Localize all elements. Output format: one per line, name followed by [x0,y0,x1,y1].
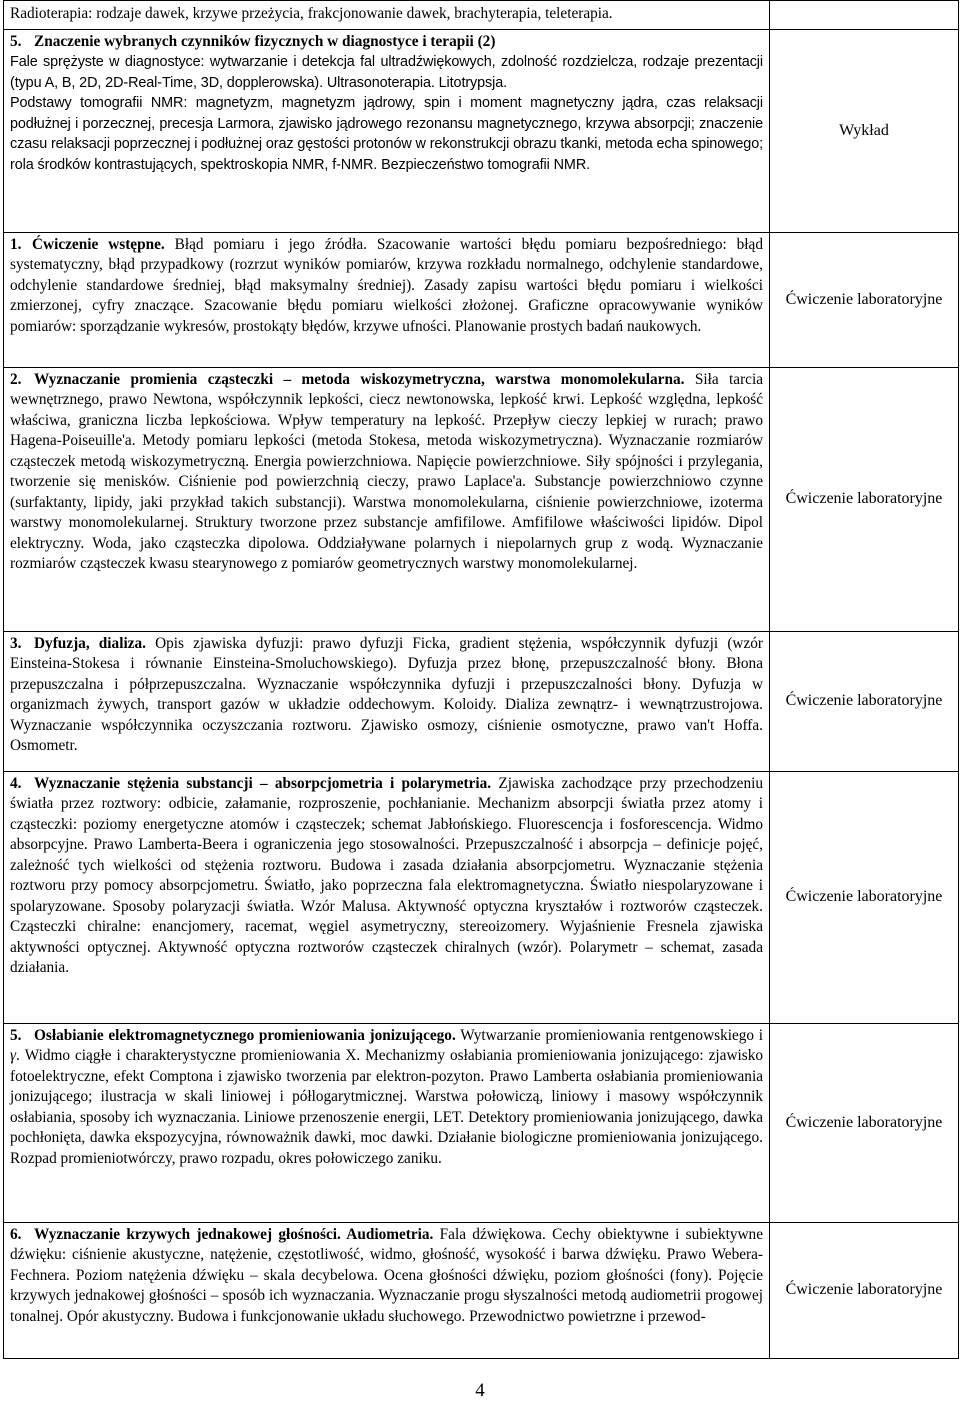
item-title: Wyznaczanie stężenia substancji – absorpcjometria i polarymetria. [34,774,492,792]
class-type: Ćwiczenie laboratoryjne [770,367,959,631]
item-number: 6. [10,1225,22,1243]
class-type: Ćwiczenie laboratoryjne [770,1023,959,1222]
item-number: 3. [10,634,22,652]
item-title: Osłabianie elektromagnetycznego promieniowania jonizującego. [34,1026,456,1044]
item-number: 5. [10,1026,22,1044]
class-type: Ćwiczenie laboratoryjne [770,1222,959,1358]
table-row [4,367,959,631]
item-text: Wytwarzanie promieniowania rentgenowskiego i [460,1026,763,1044]
page-number: 4 [475,1380,485,1401]
class-type: Ćwiczenie laboratoryjne [770,232,959,367]
topic-content [4,29,770,232]
table-row [4,1,959,30]
item-number: 4. [10,774,22,792]
item-number: 2. [10,370,22,388]
item-title: Dyfuzja, dializa. [34,634,146,652]
table-row [4,771,959,1023]
item-title: Wyznaczanie krzywych jednakowej głośności. Audiometria. [34,1225,434,1243]
class-type: Wykład [770,29,959,232]
topic-paragraph: Fale sprężyste w diagnostyce: wytwarzanie i detekcja fal ultradźwiękowych, zdolność rozdzielcza, rodzaje prezentacji (typu A, B, 2D, 2D-Real-Time, 3D, dopplerowska). Ultrasonoterapia. Litotrypsja. [10,54,763,91]
item-text: Fala dźwiękowa. Cechy obiektywne i subiektywne dźwięku: ciśnienie akustyczne, natężenie, częstotliwość, widmo, głośność, wysokość i barwa dźwięku. Prawo Webera-Fechnera. Poziom natężenia dźwięku – skala decybelowa. Ocena głośności dźwięku, poziom głośności (fony). Pojęcie krzywych jednakowej głośności – sposób ich wyznaczania. Wyznaczanie progu słyszalności metodą audiometrii progowej tonalnej. Opór akustyczny. Budowa i funkcjonowanie układu słuchowego. Przewodnictwo powietrzne i przewod- [10,1225,763,1325]
item-number: 1. [10,235,22,253]
item-title: Ćwiczenie wstępne. [32,235,165,253]
item-text: . Widmo ciągłe i charakterystyczne promieniowania X. Mechanizmy osłabiania promieniowania jonizującego: zjawisko fotoelektryczne, efekt Comptona i zjawisko tworzenia par elektron-pozyton. Prawo Lamberta osłabiania promieniowania jonizującego; ilustracja w skali liniowej i półlogarytmicznej. Warstwa połowiczą, liniowy i masowy współczynnik osłabiania, sposoby ich wyznaczania. Liniowe przenoszenie energii, LET. Detektory promieniowania jonizującego, dawka pochłonięta, dawka ekspozycyjna, równoważnik dawki, moc dawki. Działanie biologiczne promieniowania jonizującego. Rozpad promieniotwórczy, prawo rozpadu, okres połowiczego zaniku. [10,1047,763,1167]
topic-content [4,631,770,771]
topic-content [4,1,770,30]
topic-content [4,232,770,367]
table-row [4,29,959,232]
topic-content [4,1023,770,1222]
item-text: Zjawiska zachodzące przy przechodzeniu światła przez roztwory: odbicie, załamanie, rozproszenie, pochłanianie. Mechanizm absorpcji światła przez atomy i cząsteczki: poziomy energetyczne atomów i cząsteczek; schemat Jabłońskiego. Fluorescencja i fosforescencja. Widmo absorpcyjne. Prawo Lamberta-Beera i ograniczenia jego stosowalności. Przepuszczalność i absorpcja – definicje pojęć, zależność tych wielkości od stężenia roztworu. Budowa i zasada działania absorpcjometru. Wyznaczanie stężenia roztworu przy pomocy absorpcjometru. Światło, jako poprzeczna fala elektromagnetyczna. Światło niespolaryzowane i spolaryzowane. Sposoby polaryzacji światła. Wzór Malusa. Aktywność optyczna kryształów i roztworów cząsteczek. Cząsteczki chiralne: enancjomery, racemat, węgiel asymetryczny, stereoizomery. Wyjaśnienie Fresnela zjawiska aktywności optycznej. Aktywność optyczna roztworów cząsteczek chiralnych (wzór). Polarymetr – schemat, zasada działania. [10,774,763,976]
item-text: Błąd pomiaru i jego źródła. Szacowanie wartości błędu pomiaru bezpośredniego: błąd systematyczny, błąd przypadkowy (rozrzut wyników pomiarów, krzywa rozkładu normalnego, odchylenie standardowe, odchylenie standardowe średniej, błąd maksymalny średniej). Zasady zapisu wartości błędu pomiaru i wielkości zmierzonej, cyfry znaczące. Szacowanie błędu pomiaru wielkości złożonej. Graficzne opracowywanie wyników pomiarów: sporządzanie wykresów, prostokąty błędów, krzywe ufności. Planowanie prostych badań naukowych. [10,235,763,335]
class-type: Ćwiczenie laboratoryjne [770,771,959,1023]
topic-content [4,771,770,1023]
class-type: Ćwiczenie laboratoryjne [770,631,959,771]
table-row [4,631,959,771]
topic-text: Radioterapia: rodzaje dawek, krzywe przeżycia, frakcjonowanie dawek, brachyterapia, teleterapia. [10,5,613,22]
topic-content [4,1222,770,1358]
item-title: Wyznaczanie promienia cząsteczki – metoda wiskozymetryczna, warstwa monomolekularna. [34,370,685,388]
topic-content [4,367,770,631]
gamma-symbol: γ [10,1047,17,1064]
table-row [4,1222,959,1358]
table-row [4,232,959,367]
table-row [4,1023,959,1222]
item-number: 5. [10,32,22,50]
syllabus-table [3,0,959,1359]
class-type [770,1,959,30]
item-title: Znaczenie wybranych czynników fizycznych w diagnostyce i terapii (2) [34,32,496,50]
topic-heading [10,32,763,53]
topic-paragraph: Podstawy tomografii NMR: magnetyzm, magnetyzm jądrowy, spin i moment magnetyczny jądra, czas relaksacji podłużnej i porzecznej, precesja Larmora, zjawisko jądrowego rezonansu magnetycznego, krzywa absorpcji; znaczenie czasu relaksacji poprzecznej i podłużnej oraz gęstości protonów w rekonstrukcji obrazu tkanki, metoda echa spinowego; rola środków kontrastujących, spektroskopia NMR, f-NMR. Bezpieczeństwo tomografii NMR. [10,95,764,173]
item-text: Siła tarcia wewnętrznego, prawo Newtona, współczynnik lepkości, ciecz newtonowska, lepkość krwi. Lepkość względna, lepkość właściwa, graniczna liczba lepkościowa. Wpływ temperatury na lepkość. Przepływ cieczy lepkiej w rurach; prawo Hagena-Poiseuille'a. Metody pomiaru lepkości (metoda Stokesa, metoda wiskozymetryczna). Wyznaczanie rozmiarów cząsteczek metodą wiskozymetryczną. Energia powierzchniowa. Napięcie powierzchniowe. Siły spójności i przylegania, tworzenie się menisków. Ciśnienie pod powierzchnią cieczy, prawo Laplace'a. Substancje powierzchniowo czynne (surfaktanty, lipidy, jaki przykład takich substancji). Warstwa monomolekularna, ciśnienie powierzchniowe, izoterma warstwy monomolekularnej. Struktury tworzone przez substancje amfifilowe. Amfifilowe właściwości lipidów. Dipol elektryczny. Woda, jako cząsteczka dipolowa. Oddziaływane polarnych i niepolarnych grup z wodą. Wyznaczanie rozmiarów cząsteczek kwasu stearynowego z pomiarów geometrycznych warstwy monomolekularnej. [10,370,764,572]
item-text: Opis zjawiska dyfuzji: prawo dyfuzji Ficka, gradient stężenia, współczynnik dyfuzji (wzór Einsteina-Stokesa i równanie Einsteina-Smoluchowskiego). Dyfuzja przez błonę, przepuszczalność błony. Błona przepuszczalna i półprzepuszczalna. Wyznaczanie współczynnika dyfuzji i przepuszczalności błony. Dyfuzja w organizmach żywych, transport gazów w układzie oddechowym. Koloidy. Dializa zewnątrz- i wewnątrzustrojowa. Wyznaczanie współczynnika oczyszczania roztworu. Zjawisko osmozy, ciśnienie osmotyczne, prawo van't Hoffa. Osmometr. [10,634,763,754]
